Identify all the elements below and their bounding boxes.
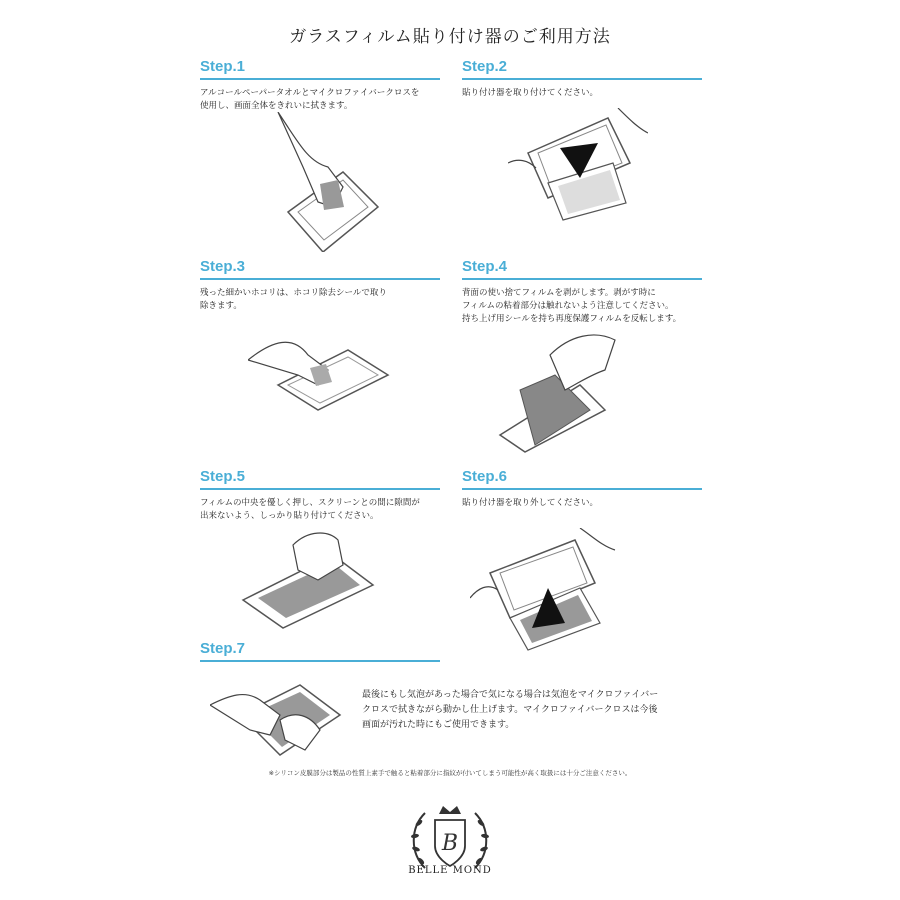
step-3-heading: Step.3: [200, 258, 440, 280]
svg-text:B: B: [441, 831, 459, 856]
step-6-heading: Step.6: [462, 468, 702, 490]
step-7-illustration: [210, 675, 350, 765]
step-7-text: 最後にもし気泡があった場合で気になる場合は気泡をマイクロファイバー クロスで拭きながら動かし仕上げます。マイクロファイバークロスは今後 画面が汚れた時にもご使用できます。: [362, 690, 659, 730]
step-1-text: アルコールペーパータオルとマイクロファイバークロスを 使用し、画面全体をきれいに拭きます。: [200, 88, 420, 111]
step-2-illustration: [508, 108, 648, 223]
step-3: [200, 258, 440, 313]
step-5-heading: Step.5: [200, 468, 440, 490]
step-1-illustration: [258, 112, 398, 252]
step-6: [462, 468, 702, 510]
step-4: [462, 258, 702, 326]
brand-name: BELLE MOND: [408, 865, 492, 876]
page-title: ガラスフィルム貼り付け器のご利用方法: [289, 27, 611, 47]
step-7: [200, 640, 440, 662]
step-6-illustration: [470, 528, 620, 653]
step-1: [200, 58, 440, 113]
step-3-illustration: [248, 330, 398, 415]
step-5-illustration: [238, 530, 383, 630]
step-1-heading: Step.1: [200, 58, 440, 80]
step-2: [462, 58, 702, 100]
step-6-text: 貼り付け器を取り外してください。: [462, 498, 599, 508]
step-4-text: 背面の使い捨てフィルムを剥がします。剥がす時に フィルムの粘着部分は触れないよう注意してください。 持ち上げ用シールを持ち再度保護フィルムを反転します。: [462, 288, 682, 324]
step-7-heading: Step.7: [200, 640, 440, 662]
step-4-heading: Step.4: [462, 258, 702, 280]
step-2-text: 貼り付け器を取り付けてください。: [462, 88, 599, 98]
step-5-text: フィルムの中央を優しく押し、スクリーンとの間に隙間が 出来ないよう、しっかり貼り付けてください。: [200, 498, 420, 521]
step-5: [200, 468, 440, 523]
step-2-heading: Step.2: [462, 58, 702, 80]
footnote: ※シリコン皮膜部分は製品の性質上素手で触ると粘着部分に指紋が付いてしまう可能性が高く取扱には十分ご注意ください。: [268, 769, 632, 777]
step-4-illustration: [495, 330, 625, 455]
step-3-text: 残った細かいホコリは、ホコリ除去シールで取り 除きます。: [200, 288, 387, 311]
